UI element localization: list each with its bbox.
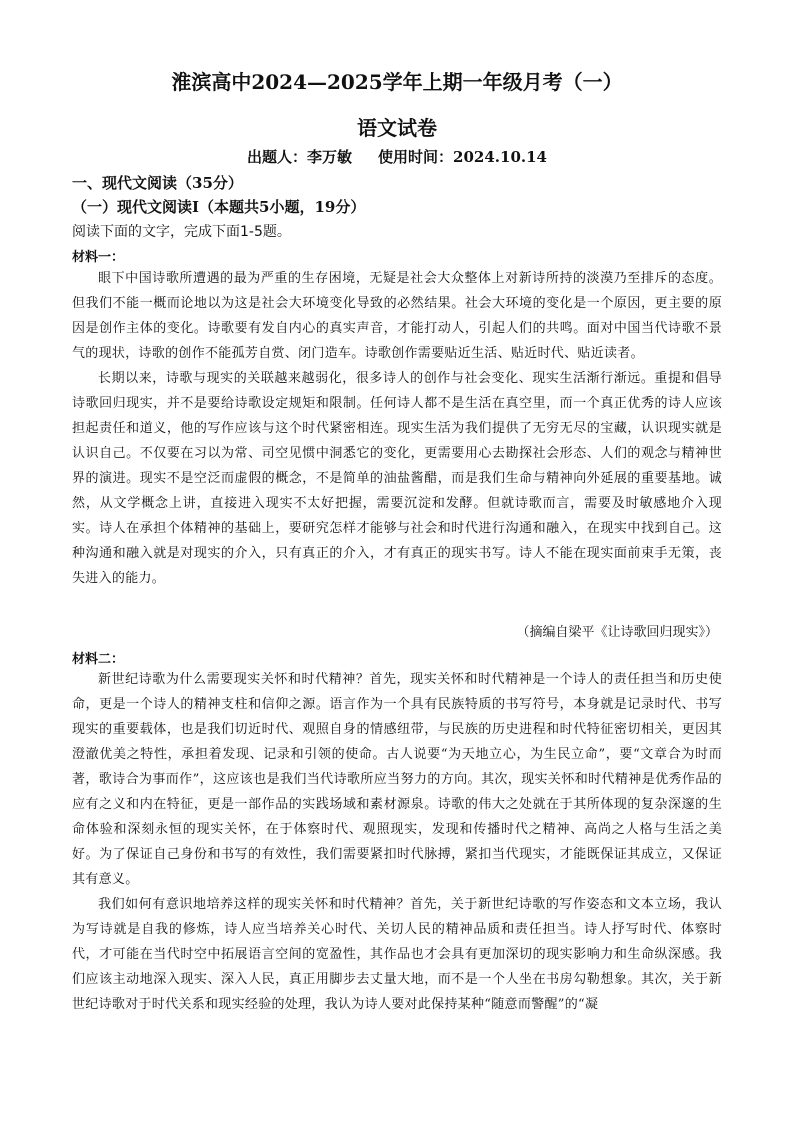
section-subheading: （一）现代文阅读Ⅰ（本题共5小题，19分） [72,198,366,216]
section-heading: 一、现代文阅读（35分） [72,174,243,192]
instruction-text: 阅读下面的文字，完成下面1-5题。 [72,224,291,240]
material1-paragraph: 眼下中国诗歌所遭遇的最为严重的生存困境，无疑是社会大众整体上对新诗所持的淡漠乃至排斥的态度。但我们不能一概而论地以为这是社会大环境变化导致的必然结果。社会大环境的变化是一个原因，更主要的原因是创作主体的变化。诗歌要有发自内心的真实声音，才能打动人，引起人们的共鸣。面对中国当代诗歌不景气的现状，诗歌的创作不能孤芳自赏、闭门造车。诗歌创作需要贴近生活、贴近时代、贴近读者。 [72,271,722,361]
exam-meta [0,146,794,167]
material2-label: 材料二： [72,652,125,667]
author-label: 出题人：李万敏 [247,148,353,166]
material2-paragraph: 新世纪诗歌为什么需要现实关怀和时代精神？首先，现实关怀和时代精神是一个诗人的责任担当和历史使命，更是一个诗人的精神支柱和信仰之源。语言作为一个具有民族特质的书写符号，本身就是记录时代、书写现实的重要载体，也是我们切近时代、观照自身的情感纽带，与民族的历史进程和时代特征密切相关，更因其澄澈优美之特性，承担着发现、记录和引领的使命。古人说要“为天地立心，为生民立命”，要“文章合为时而著，歌诗合为事而作”，这应该也是我们当代诗歌所应当努力的方向。其次，现实关怀和时代精神是优秀作品的应有之义和内在特征，更是一部作品的实践场域和素材源泉。诗歌的伟大之处就在于其所体现的复杂深邃的生命体验和深刻永恒的现实关怀，在于体察时代、观照现实，发现和传播时代之精神、高尚之人格与生活之美好。为了保证自己身份和书写的有效性，我们需要紧扣时代脉搏，紧扣当代现实，才能既保证其成立，又保证其有意义。 [72,672,722,887]
material2-body [72,667,722,1017]
exam-title: 淮滨高中2024—2025学年上期一年级月考（一） [171,70,623,94]
material1-body [72,266,722,591]
material2-paragraph: 我们如何有意识地培养这样的现实关怀和时代精神？首先，关于新世纪诗歌的写作姿态和文本立场，我认为写诗就是自我的修炼，诗人应当培养关心时代、关切人民的精神品质和责任担当。诗人抒写时代、体察时代，才可能在当代时空中拓展语言空间的宽盈性，其作品也才会具有更加深切的现实影响力和生命纵深感。我们应该主动地深入现实、深入人民，真正用脚步去丈量大地，而不是一个人坐在书房勾勒想象。其次，关于新世纪诗歌对于时代关系和现实经验的处理，我认为诗人要对此保持某种“随意而警醒”的“凝 [72,897,722,1012]
exam-subtitle: 语文试卷 [357,116,437,140]
material1-label: 材料一： [72,250,125,265]
material1-source: （摘编自梁平《让诗歌回归现实》） [516,625,718,640]
date-label: 使用时间：2024.10.14 [378,148,547,166]
material1-paragraph: 长期以来，诗歌与现实的关联越来越弱化，很多诗人的创作与社会变化、现实生活渐行渐远。重提和倡导诗歌回归现实，并不是要给诗歌设定规矩和限制。任何诗人都不是生活在真空里，而一个真正优秀的诗人应该担起责任和道义，他的写作应该与这个时代紧密相连。现实生活为我们提供了无穷无尽的宝藏，认识现实就是认识自己。不仅要在习以为常、司空见惯中洞悉它的变化，更需要用心去勘探社会形态、人们的观念与精神世界的演进。现实不是空泛而虚假的概念，不是简单的油盐酱醋，而是我们生命与精神向外延展的重要基地。诚然，从文学概念上讲，直接进入现实不太好把握，需要沉淀和发酵。但就诗歌而言，需要及时敏感地介入现实。诗人在承担个体精神的基础上，要研究怎样才能够与社会和时代进行沟通和融入，在现实中找到自己。这种沟通和融入就是对现实的介入，只有真正的介入，才有真正的现实书写。诗人不能在现实面前束手无策，丧失进入的能力。 [72,371,722,586]
